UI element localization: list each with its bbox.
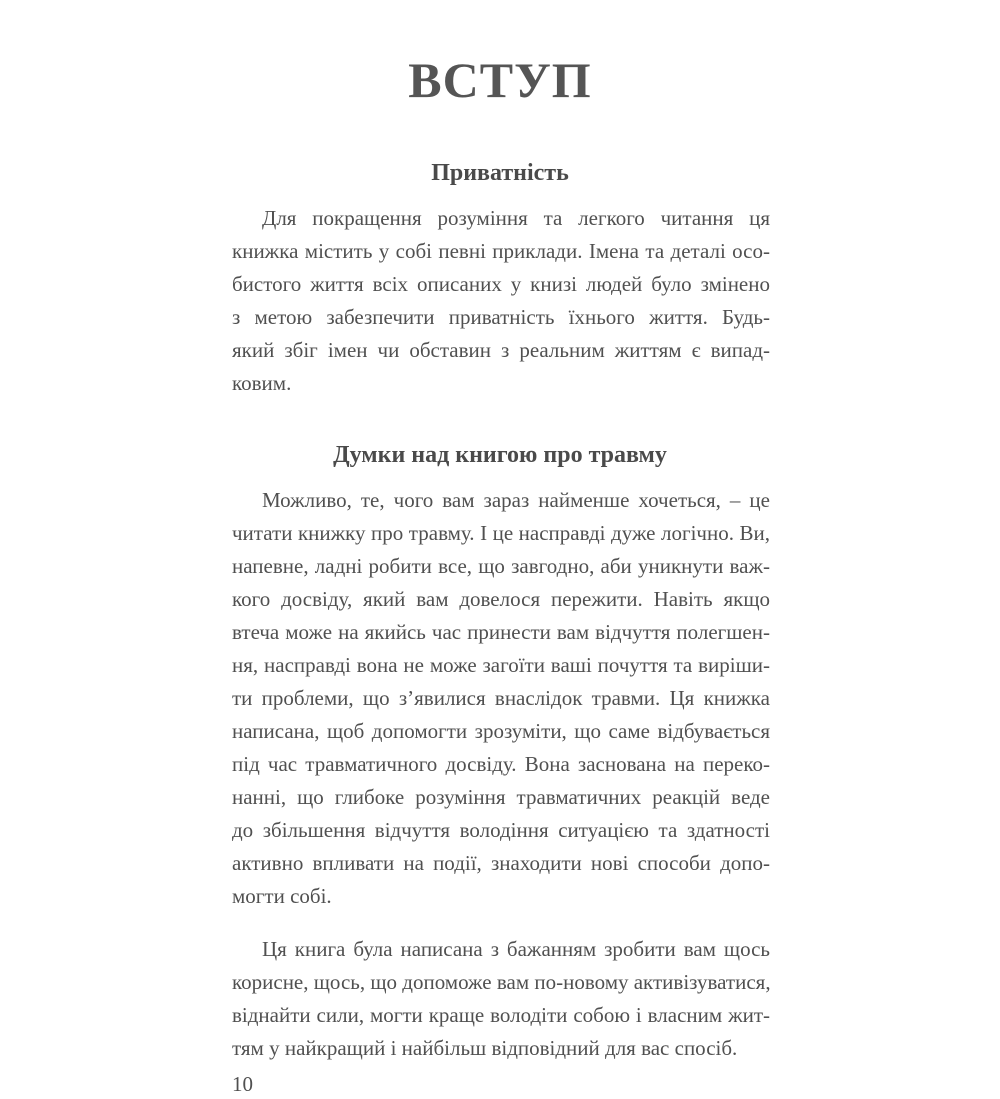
text-line: кого досвіду, який вам довелося пережити. Навіть якщо [232,587,770,611]
text-line: нанні, що глибоке розуміння травматичних реакцій веде [232,785,770,809]
text-line: активно впливати на події, знаходити нові способи допо- [232,851,770,875]
text-line: тям у найкращий і найбільш відповідний для вас спосіб. [232,1036,738,1060]
text-line: книжка містить у собі певні приклади. Імена та деталі осо- [232,239,770,263]
text-line: який збіг імен чи обставин з реальним життям є випад- [232,338,770,362]
text-line: віднайти сили, могти краще володіти собою і власним жит- [232,1003,770,1027]
text-line: могти собі. [232,884,332,908]
paragraph-trauma-intro [232,484,770,913]
page-number: 10 [232,1072,253,1096]
section-title-privacy: Приватність [431,160,569,186]
text-line: Ця книга була написана з бажанням зробити вам щось [262,937,770,961]
text-line: напевне, ладні робити все, що завгодно, аби уникнути важ- [232,554,770,578]
text-line: під час травматичного досвіду. Вона заснована на переко- [232,752,770,776]
text-line: Для покращення розуміння та легкого читання ця [262,206,770,230]
text-line: до збільшення відчуття володіння ситуацією та здатності [232,818,770,842]
text-line: бистого життя всіх описаних у книзі людей було змінено [232,272,770,296]
text-line: ковим. [232,371,292,395]
text-line: написана, щоб допомогти зрозуміти, що саме відбувається [232,719,770,743]
paragraph-book-purpose [232,933,770,1065]
text-line: з метою забезпечити приватність їхнього життя. Будь- [232,305,770,329]
text-line: ти проблеми, що з’явилися внаслідок травми. Ця книжка [232,686,770,710]
text-line: корисне, щось, що допоможе вам по-новому активізуватися, [232,970,771,994]
paragraph-privacy [232,202,770,400]
text-line: Можливо, те, чого вам зараз найменше хочеться, – це [262,488,770,512]
section-title-thoughts-on-trauma-book: Думки над книгою про травму [333,442,667,468]
text-line: ня, насправді вона не може загоїти ваші почуття та виріши- [232,653,770,677]
chapter-title: ВСТУП [408,52,592,108]
text-line: втеча може на якийсь час принести вам відчуття полегшен- [232,620,770,644]
text-line: читати книжку про травму. І це насправді дуже логічно. Ви, [232,521,770,545]
